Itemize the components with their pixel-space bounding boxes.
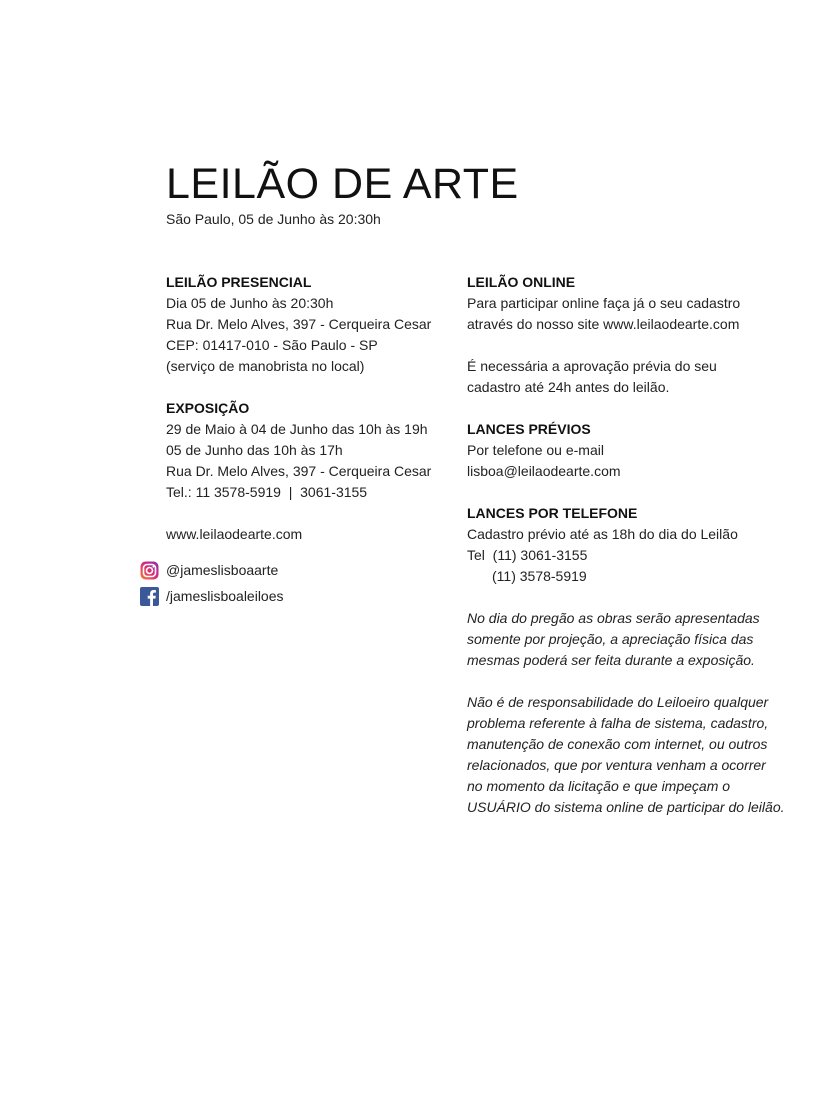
telefone-section: [467, 503, 787, 587]
exposicao-line: Rua Dr. Melo Alves, 397 - Cerqueira Cesar: [166, 463, 432, 479]
right-column: [467, 272, 787, 818]
telefone-line: (11) 3578-5919: [492, 568, 587, 584]
exposicao-line: 29 de Maio à 04 de Junho das 10h às 19h: [166, 421, 428, 437]
disclaimer-responsibility: [467, 692, 787, 818]
page-title: LEILÃO DE ARTE: [166, 160, 519, 208]
telefone-line: Tel (11) 3061-3155: [467, 547, 588, 563]
online-line: Para participar online faça já o seu cadastro: [467, 295, 741, 311]
presencial-line: Dia 05 de Junho às 20:30h: [166, 295, 334, 311]
presencial-line: CEP: 01417-010 - São Paulo - SP: [166, 337, 378, 353]
exposicao-section: [166, 398, 456, 503]
page-subtitle: São Paulo, 05 de Junho às 20:30h: [166, 211, 381, 227]
disclaimer-line: relacionados, que por ventura venham a ocorrer: [467, 757, 766, 773]
disclaimer-line: no momento da licitação e que impeçam o: [467, 778, 731, 794]
disclaimer-line: manutenção de conexão com internet, ou outros: [467, 736, 768, 752]
telefone-heading: LANCES POR TELEFONE: [467, 505, 638, 521]
online-note-line: É necessária a aprovação prévia do seu: [467, 358, 717, 374]
online-note: [467, 356, 787, 398]
exposicao-heading: EXPOSIÇÃO: [166, 400, 250, 416]
disclaimer-line: mesmas poderá ser feita durante a exposição.: [467, 652, 755, 668]
facebook-icon: [140, 587, 159, 606]
website-section: [166, 524, 456, 545]
disclaimer-line: USUÁRIO do sistema online de participar do leilão.: [467, 799, 785, 815]
previos-heading: LANCES PRÉVIOS: [467, 421, 591, 437]
online-heading: LEILÃO ONLINE: [467, 274, 576, 290]
previos-email[interactable]: lisboa@leilaodearte.com: [467, 463, 621, 479]
online-note-line: cadastro até 24h antes do leilão.: [467, 379, 670, 395]
instagram-icon: [140, 561, 159, 580]
facebook-link[interactable]: [140, 586, 284, 606]
presencial-section: [166, 272, 456, 377]
online-line: através do nosso site www.leilaodearte.com: [467, 316, 740, 332]
facebook-handle: /jameslisboaleiloes: [166, 588, 284, 604]
online-section: [467, 272, 787, 335]
left-column: [166, 272, 456, 545]
disclaimer-line: No dia do pregão as obras serão apresentadas: [467, 610, 760, 626]
presencial-heading: LEILÃO PRESENCIAL: [166, 274, 312, 290]
presencial-line: Rua Dr. Melo Alves, 397 - Cerqueira Cesar: [166, 316, 432, 332]
exposicao-line: Tel.: 11 3578-5919 | 3061-3155: [166, 484, 368, 500]
telefone-line: Cadastro prévio até as 18h do dia do Leilão: [467, 526, 738, 542]
previos-line: Por telefone ou e-mail: [467, 442, 604, 458]
previos-section: [467, 419, 787, 482]
disclaimer-line: somente por projeção, a apreciação física das: [467, 631, 754, 647]
presencial-line: (serviço de manobrista no local): [166, 358, 365, 374]
exposicao-line: 05 de Junho das 10h às 17h: [166, 442, 343, 458]
website-link[interactable]: www.leilaodearte.com: [166, 526, 303, 542]
disclaimer-line: Não é de responsabilidade do Leiloeiro qualquer: [467, 694, 769, 710]
instagram-link[interactable]: [140, 560, 278, 580]
disclaimer-line: problema referente à falha de sistema, cadastro,: [467, 715, 769, 731]
disclaimer-projection: [467, 608, 787, 671]
instagram-handle: @jameslisboaarte: [166, 562, 279, 578]
